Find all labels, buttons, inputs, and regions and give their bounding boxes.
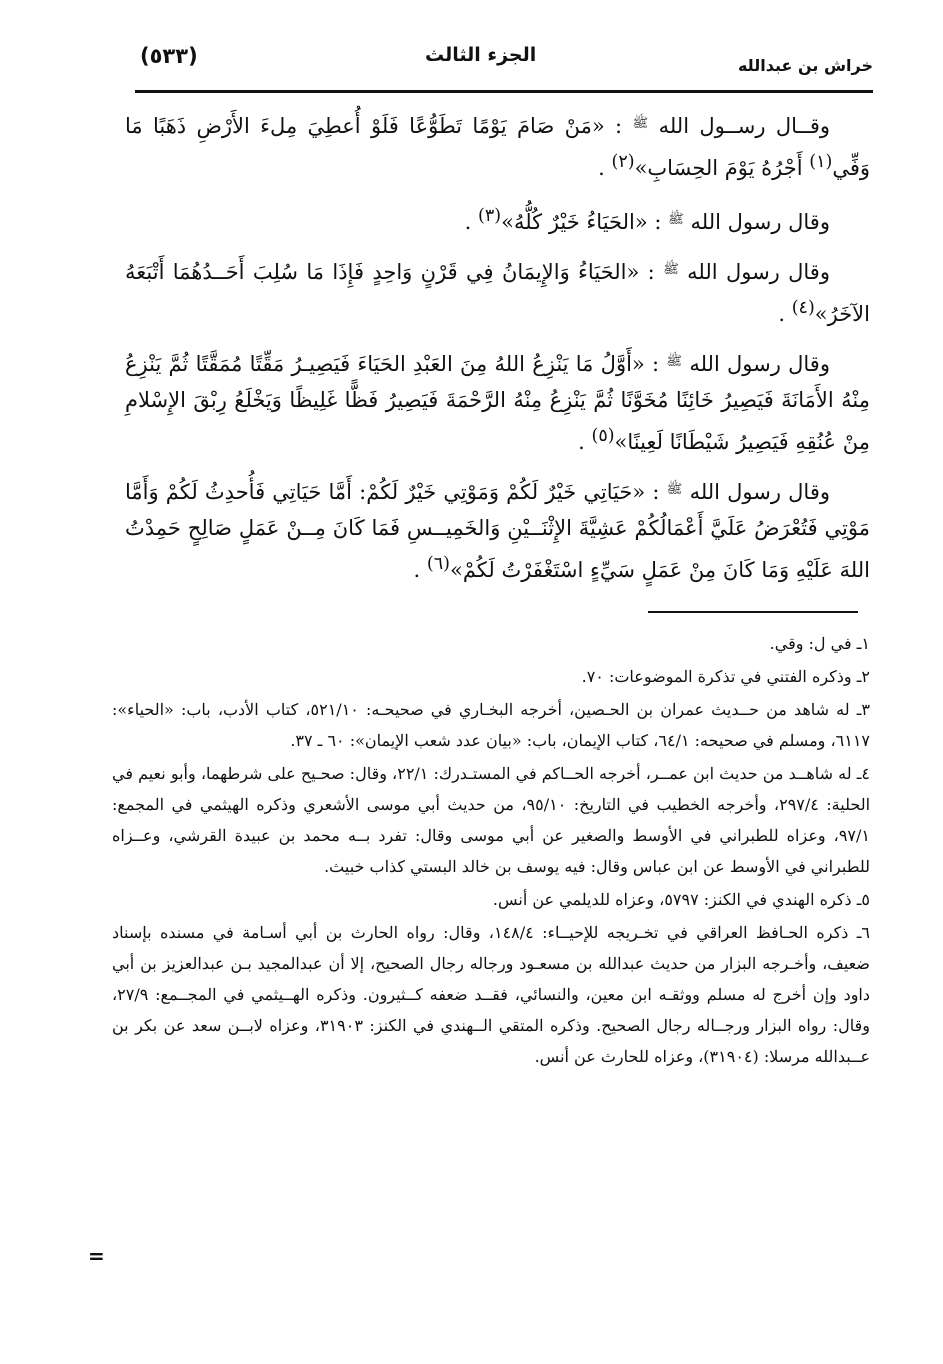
hadith-intro: وقــال رســول الله — [658, 114, 830, 138]
footnote: ٤ـ له شاهــد من حديث ابن عمــر، أخرجه الحــاكم في المستـدرك: ٢٢/١، وقال: صحـيح على شرطهما، وأبو نعيم في الحلية: ٢٩٧/٤، وأخرجه الخطيب في التاريخ: ٩٥/١٠، من حديث أبي موسى الأشعري وذكره الهيثمي في المجمع: ٩٧/١، وعزاه للطبراني في الأوسط والصغير عن أبي موسى وقال: تفرد بــه محمد بن عبيدة القرشي، وعــزاه للطبراني في الأوسط عن ابن عباس وقال: فيه يوسف بن خالد البستي كذاب خبيث. — [112, 764, 871, 876]
hadith-intro: وقال رسول الله — [687, 260, 830, 284]
header-divider — [135, 90, 873, 93]
footnote-ref: (٤) — [791, 298, 815, 318]
hadith-text: : «مَنْ صَامَ يَوْمًا تَطَوُّعًا فَلَوْ أُعطِيَ مِلءَ الأَرْضِ ذَهَبًا مَا وَفِّي — [125, 114, 870, 180]
hadith-paragraph — [125, 106, 870, 186]
hadith-end: . — [578, 430, 585, 454]
sallallah-mark: ﷺ — [666, 354, 683, 369]
continuation-mark: = — [88, 1244, 105, 1268]
chapter-title: خراش بن عبدالله — [737, 56, 873, 75]
hadith-paragraph — [125, 472, 870, 588]
hadith-end: . — [413, 558, 421, 582]
footnote: ٣ـ له شاهد من حــديث عمران بن الحـصين، أخرجه البخـاري في صحيحـه: ٥٢١/١٠، كتاب الأدب، باب: «الحياء»: ٦١١٧، ومسلم في صحيحه: ٦٤/١، كتاب الإيمان، باب: «بيان عدد شعب الإيمان»: ٦٠ ـ ٣٧. — [112, 700, 871, 750]
sallallah-mark: ﷺ — [632, 116, 649, 131]
footnote-ref: (٢) — [611, 152, 635, 172]
footnote-ref: (٣) — [478, 206, 502, 226]
hadith-paragraph — [125, 252, 870, 332]
footnote-ref: (٥) — [591, 426, 615, 446]
page-header — [135, 36, 873, 86]
footnotes — [112, 628, 870, 1074]
hadith-text: : «أَوَّلُ مَا يَنْزِعُ اللهُ مِنَ العَبْدِ الحَيَاءَ فَيَصِيـرُ مَقِّتًا مُمَقَّتًا ثُمَّ يَنْزِعُ مِنْهُ الأَمَانَةَ فَيَصِيرُ خَائِنًا مُخَوَّنًا ثُمَّ يَنْزِعُ مِنْهُ الرَّحْمَةَ فَيَصِيرُ فَظًّا غَلِيظًا وَيَخْلَعُ رِبْقَ الإِسْلامِ مِنْ عُنُقِهِ فَيَصِيرُ شَيْطَانًا لَعِينًا» — [125, 352, 870, 454]
footnote-ref: (٦) — [426, 554, 450, 574]
hadith-end: . — [778, 302, 786, 326]
page-number: (٥٣٣) — [140, 44, 198, 68]
sallallah-mark: ﷺ — [668, 212, 684, 227]
hadith-intro: وقال رسول الله — [689, 352, 830, 376]
hadith-text: : «حَيَاتِي خَيْرٌ لَكُمْ وَمَوْتِي خَيْرٌ لَكُمْ: أَمَّا حَيَاتِي فَأُحدِثُ لَكُمْ وَأَمَّا مَوْتِي فَتُعْرَضُ عَلَيَّ أَعْمَالُكُمْ عَشِيَّةَ الإِثْنَــيْنِ وَالخَمِيــسِ فَمَا كَانَ مِــنْ عَمَلٍ صَالِحٍ حَمِدْتُ اللهَ عَلَيْهِ وَمَا كَانَ مِنْ عَمَلٍ سَيِّءٍ اسْتَغْفَرْتُ لَكُمْ» — [125, 480, 870, 582]
hadith-paragraph — [125, 344, 870, 460]
footnote: ٢ـ وذكره الفتني في تذكرة الموضوعات: ٧٠. — [581, 667, 870, 686]
hadith-intro: وقال رسول الله — [690, 210, 830, 234]
volume-title: الجزء الثالث — [425, 44, 537, 66]
hadith-text: : «الحَيَاءُ خَيْرٌ كُلُّهُ» — [501, 210, 662, 234]
hadith-text-tail: أَجْرُهُ يَوْمَ الحِسَابِ» — [634, 156, 803, 180]
hadith-text: : «الحَيَاءُ وَالإِيمَانُ فِي قَرْنٍ وَاحِدٍ فَإِذَا مَا سُلِبَ أَحَــدُهُمَا أَتْبَعَهُ الآخَرُ» — [125, 260, 870, 326]
main-text — [125, 106, 870, 600]
hadith-paragraph — [125, 198, 870, 240]
footnote: ١ـ في ل: وقي. — [769, 634, 870, 653]
footnote-divider — [648, 611, 858, 613]
footnote: ٦ـ ذكره الحـافظ العراقي في تخـريجه للإحيــاء: ١٤٨/٤، وقال: رواه الحارث بن أبي أسـامة في مسنده بإسناد ضعيف، وأخـرجه البزار من حديث عبدالله بن مسعـود ورجاله رجال الصحيح، إلا أن عبدالمجيد بـن عبدالعزيز بن أبي داود وإن أخرج له مسلم ووثقـه ابن معين، والنسائي، فقــد ضعفه كــثيرون. وذكره الهــيثمي في المجــمع: ٢٧/٩، وقال: رواه البزار ورجــاله رجال الصحيح. وذكره المتقي الــهندي في الكنز: ٣١٩٠٣، وعزاه لابــن سعد عن بكر بن عــبدالله مرسلا: (٣١٩٠٤)، وعزاه للحارث عن أنس. — [112, 923, 870, 1066]
hadith-intro: وقال رسول الله — [689, 480, 831, 504]
sallallah-mark: ﷺ — [666, 482, 683, 497]
sallallah-mark: ﷺ — [663, 262, 679, 277]
footnote: ٥ـ ذكره الهندي في الكنز: ٥٧٩٧، وعزاه للديلمي عن أنس. — [492, 890, 870, 909]
variant-marker: (١) — [809, 152, 833, 172]
hadith-end: . — [598, 156, 605, 180]
hadith-end: . — [464, 210, 472, 234]
